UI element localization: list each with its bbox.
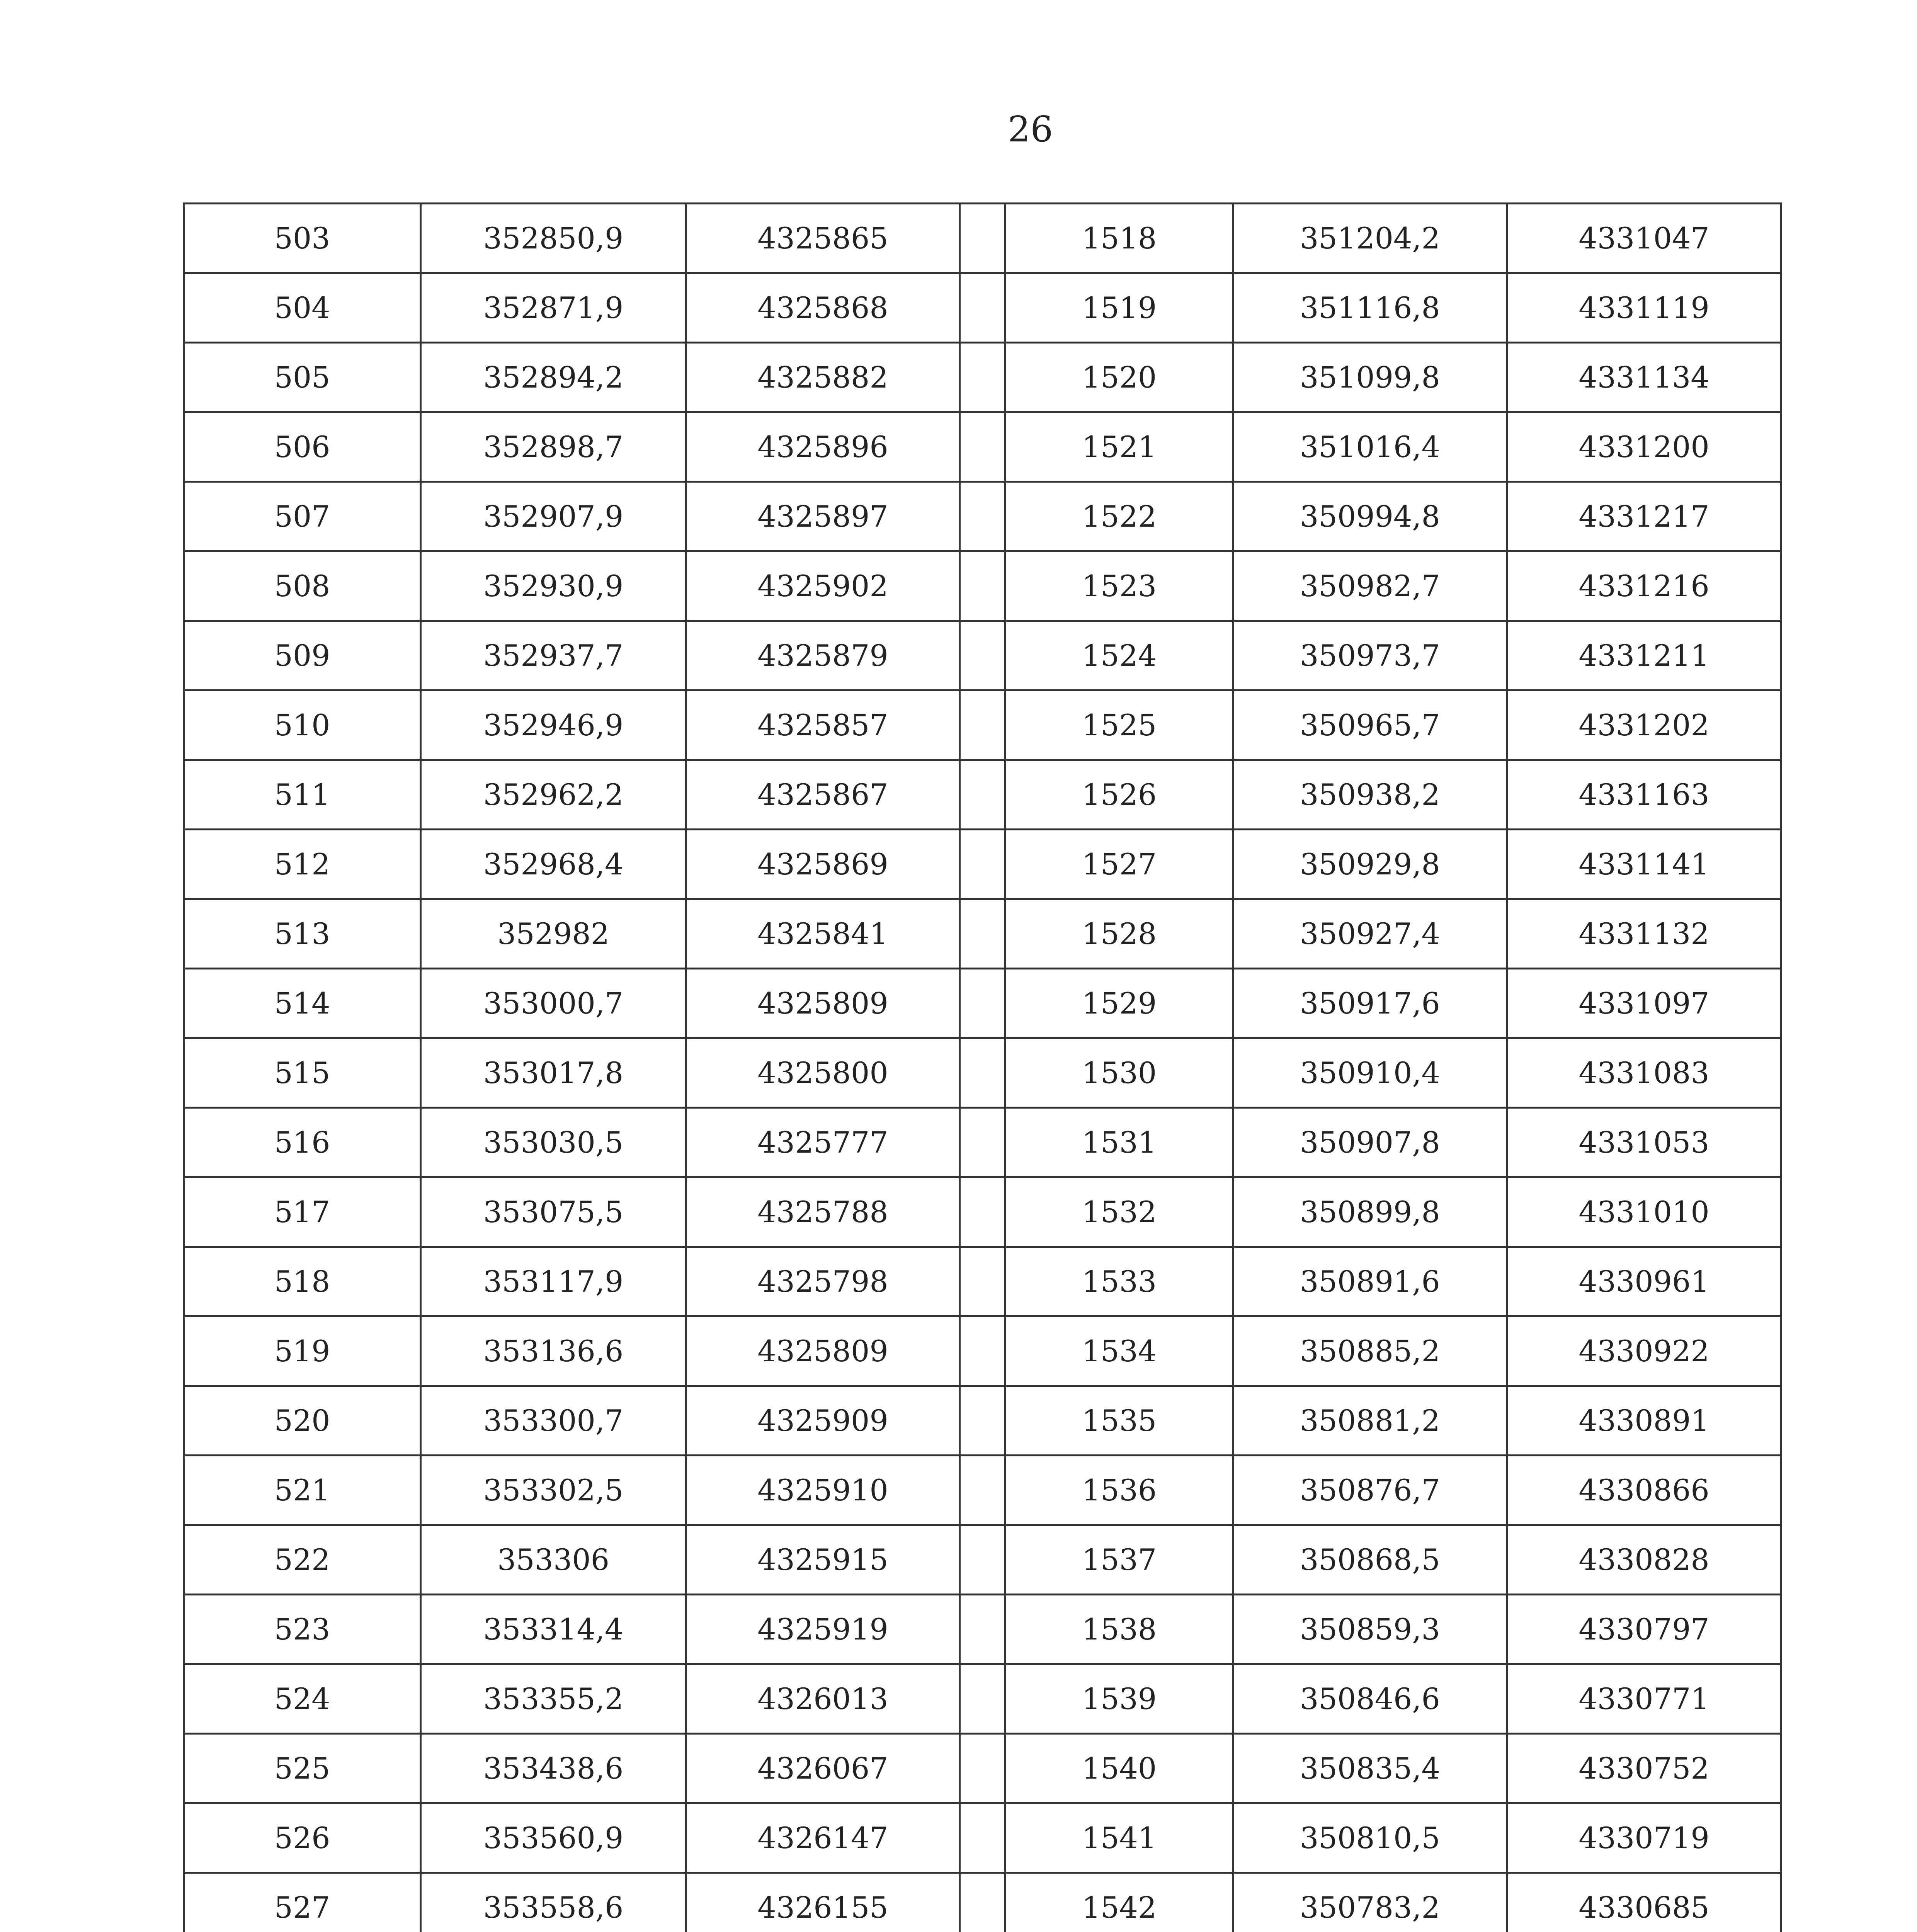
left-y-coordinate-cell: 4325897 (686, 482, 960, 551)
left-point-number-cell: 506 (184, 412, 421, 482)
right-x-coordinate-cell: 350938,2 (1233, 760, 1507, 830)
left-point-number-cell: 509 (184, 621, 421, 690)
table-row (184, 1734, 1781, 1803)
table-row (184, 1038, 1781, 1108)
left-point-number-cell: 518 (184, 1247, 421, 1316)
right-y-coordinate-cell: 4331097 (1507, 969, 1781, 1038)
right-y-coordinate-cell: 4331216 (1507, 551, 1781, 621)
table-row (184, 690, 1781, 760)
left-x-coordinate-cell: 353355,2 (421, 1664, 686, 1734)
left-point-number-cell: 508 (184, 551, 421, 621)
separator-cell (960, 1525, 1005, 1595)
right-point-number-cell: 1522 (1005, 482, 1233, 551)
right-x-coordinate-cell: 350982,7 (1233, 551, 1507, 621)
right-x-coordinate-cell: 350929,8 (1233, 830, 1507, 899)
left-point-number-cell: 521 (184, 1456, 421, 1525)
left-y-coordinate-cell: 4325809 (686, 1316, 960, 1386)
table-row (184, 1247, 1781, 1316)
right-y-coordinate-cell: 4330752 (1507, 1734, 1781, 1803)
table-row (184, 1803, 1781, 1873)
left-x-coordinate-cell: 353136,6 (421, 1316, 686, 1386)
left-x-coordinate-cell: 353302,5 (421, 1456, 686, 1525)
table-row (184, 273, 1781, 343)
right-point-number-cell: 1541 (1005, 1803, 1233, 1873)
left-point-number-cell: 504 (184, 273, 421, 343)
right-x-coordinate-cell: 350899,8 (1233, 1177, 1507, 1247)
left-point-number-cell: 523 (184, 1595, 421, 1664)
right-point-number-cell: 1536 (1005, 1456, 1233, 1525)
left-point-number-cell: 512 (184, 830, 421, 899)
right-point-number-cell: 1528 (1005, 899, 1233, 969)
separator-cell (960, 830, 1005, 899)
right-x-coordinate-cell: 350810,5 (1233, 1803, 1507, 1873)
right-x-coordinate-cell: 350881,2 (1233, 1386, 1507, 1456)
right-point-number-cell: 1542 (1005, 1873, 1233, 1932)
left-y-coordinate-cell: 4325867 (686, 760, 960, 830)
right-point-number-cell: 1535 (1005, 1386, 1233, 1456)
left-point-number-cell: 503 (184, 204, 421, 273)
right-y-coordinate-cell: 4331163 (1507, 760, 1781, 830)
right-x-coordinate-cell: 350910,4 (1233, 1038, 1507, 1108)
right-x-coordinate-cell: 350885,2 (1233, 1316, 1507, 1386)
left-point-number-cell: 516 (184, 1108, 421, 1177)
table-row (184, 1316, 1781, 1386)
left-x-coordinate-cell: 353438,6 (421, 1734, 686, 1803)
table-row (184, 1595, 1781, 1664)
coordinates-table-body (184, 204, 1781, 1932)
separator-cell (960, 760, 1005, 830)
right-y-coordinate-cell: 4331053 (1507, 1108, 1781, 1177)
separator-cell (960, 343, 1005, 412)
left-y-coordinate-cell: 4325800 (686, 1038, 960, 1108)
right-y-coordinate-cell: 4330685 (1507, 1873, 1781, 1932)
right-point-number-cell: 1523 (1005, 551, 1233, 621)
right-x-coordinate-cell: 350846,6 (1233, 1664, 1507, 1734)
separator-cell (960, 621, 1005, 690)
right-y-coordinate-cell: 4330891 (1507, 1386, 1781, 1456)
left-y-coordinate-cell: 4325882 (686, 343, 960, 412)
left-point-number-cell: 514 (184, 969, 421, 1038)
left-y-coordinate-cell: 4325777 (686, 1108, 960, 1177)
right-point-number-cell: 1527 (1005, 830, 1233, 899)
right-point-number-cell: 1525 (1005, 690, 1233, 760)
table-row (184, 551, 1781, 621)
right-y-coordinate-cell: 4331200 (1507, 412, 1781, 482)
left-point-number-cell: 527 (184, 1873, 421, 1932)
right-point-number-cell: 1529 (1005, 969, 1233, 1038)
right-y-coordinate-cell: 4330797 (1507, 1595, 1781, 1664)
right-point-number-cell: 1539 (1005, 1664, 1233, 1734)
table-row (184, 343, 1781, 412)
right-point-number-cell: 1520 (1005, 343, 1233, 412)
right-y-coordinate-cell: 4331141 (1507, 830, 1781, 899)
right-y-coordinate-cell: 4331047 (1507, 204, 1781, 273)
left-x-coordinate-cell: 352937,7 (421, 621, 686, 690)
table-row (184, 1108, 1781, 1177)
table-row (184, 482, 1781, 551)
left-x-coordinate-cell: 352962,2 (421, 760, 686, 830)
left-point-number-cell: 510 (184, 690, 421, 760)
left-y-coordinate-cell: 4326067 (686, 1734, 960, 1803)
right-point-number-cell: 1533 (1005, 1247, 1233, 1316)
left-y-coordinate-cell: 4325865 (686, 204, 960, 273)
left-y-coordinate-cell: 4325915 (686, 1525, 960, 1595)
right-x-coordinate-cell: 350835,4 (1233, 1734, 1507, 1803)
right-x-coordinate-cell: 350859,3 (1233, 1595, 1507, 1664)
right-point-number-cell: 1521 (1005, 412, 1233, 482)
left-point-number-cell: 522 (184, 1525, 421, 1595)
table-row (184, 1177, 1781, 1247)
left-point-number-cell: 519 (184, 1316, 421, 1386)
left-y-coordinate-cell: 4325857 (686, 690, 960, 760)
separator-cell (960, 412, 1005, 482)
right-point-number-cell: 1530 (1005, 1038, 1233, 1108)
right-y-coordinate-cell: 4331134 (1507, 343, 1781, 412)
page-number-text: 26 (1008, 109, 1053, 150)
right-y-coordinate-cell: 4331202 (1507, 690, 1781, 760)
right-point-number-cell: 1531 (1005, 1108, 1233, 1177)
left-y-coordinate-cell: 4325868 (686, 273, 960, 343)
left-y-coordinate-cell: 4325809 (686, 969, 960, 1038)
left-y-coordinate-cell: 4325879 (686, 621, 960, 690)
right-x-coordinate-cell: 350891,6 (1233, 1247, 1507, 1316)
left-point-number-cell: 524 (184, 1664, 421, 1734)
right-x-coordinate-cell: 350973,7 (1233, 621, 1507, 690)
right-x-coordinate-cell: 350876,7 (1233, 1456, 1507, 1525)
right-y-coordinate-cell: 4331211 (1507, 621, 1781, 690)
left-x-coordinate-cell: 353000,7 (421, 969, 686, 1038)
separator-cell (960, 1803, 1005, 1873)
right-point-number-cell: 1537 (1005, 1525, 1233, 1595)
right-y-coordinate-cell: 4331132 (1507, 899, 1781, 969)
left-y-coordinate-cell: 4325896 (686, 412, 960, 482)
separator-cell (960, 1108, 1005, 1177)
left-point-number-cell: 505 (184, 343, 421, 412)
left-y-coordinate-cell: 4325919 (686, 1595, 960, 1664)
left-x-coordinate-cell: 353558,6 (421, 1873, 686, 1932)
left-x-coordinate-cell: 352898,7 (421, 412, 686, 482)
table-row (184, 760, 1781, 830)
separator-cell (960, 273, 1005, 343)
right-y-coordinate-cell: 4331010 (1507, 1177, 1781, 1247)
separator-cell (960, 969, 1005, 1038)
right-x-coordinate-cell: 351204,2 (1233, 204, 1507, 273)
right-point-number-cell: 1518 (1005, 204, 1233, 273)
right-y-coordinate-cell: 4331119 (1507, 273, 1781, 343)
right-x-coordinate-cell: 350917,6 (1233, 969, 1507, 1038)
table-row (184, 969, 1781, 1038)
table-row (184, 1456, 1781, 1525)
separator-cell (960, 1664, 1005, 1734)
right-y-coordinate-cell: 4330866 (1507, 1456, 1781, 1525)
right-point-number-cell: 1540 (1005, 1734, 1233, 1803)
left-point-number-cell: 520 (184, 1386, 421, 1456)
left-point-number-cell: 513 (184, 899, 421, 969)
right-point-number-cell: 1524 (1005, 621, 1233, 690)
table-row (184, 1664, 1781, 1734)
right-y-coordinate-cell: 4330719 (1507, 1803, 1781, 1873)
separator-cell (960, 551, 1005, 621)
left-x-coordinate-cell: 353117,9 (421, 1247, 686, 1316)
right-x-coordinate-cell: 350994,8 (1233, 482, 1507, 551)
right-y-coordinate-cell: 4330771 (1507, 1664, 1781, 1734)
left-y-coordinate-cell: 4325869 (686, 830, 960, 899)
left-point-number-cell: 525 (184, 1734, 421, 1803)
separator-cell (960, 690, 1005, 760)
right-x-coordinate-cell: 350868,5 (1233, 1525, 1507, 1595)
left-y-coordinate-cell: 4325910 (686, 1456, 960, 1525)
right-x-coordinate-cell: 351116,8 (1233, 273, 1507, 343)
table-row (184, 621, 1781, 690)
right-x-coordinate-cell: 351099,8 (1233, 343, 1507, 412)
left-y-coordinate-cell: 4326155 (686, 1873, 960, 1932)
left-x-coordinate-cell: 353030,5 (421, 1108, 686, 1177)
left-y-coordinate-cell: 4325788 (686, 1177, 960, 1247)
left-x-coordinate-cell: 353017,8 (421, 1038, 686, 1108)
left-x-coordinate-cell: 353560,9 (421, 1803, 686, 1873)
table-row (184, 1525, 1781, 1595)
separator-cell (960, 1595, 1005, 1664)
separator-cell (960, 204, 1005, 273)
left-y-coordinate-cell: 4325798 (686, 1247, 960, 1316)
left-point-number-cell: 515 (184, 1038, 421, 1108)
table-row (184, 1873, 1781, 1932)
separator-cell (960, 1873, 1005, 1932)
separator-cell (960, 1734, 1005, 1803)
coordinates-table (183, 202, 1782, 1932)
right-x-coordinate-cell: 350965,7 (1233, 690, 1507, 760)
separator-cell (960, 1316, 1005, 1386)
separator-cell (960, 1177, 1005, 1247)
right-x-coordinate-cell: 351016,4 (1233, 412, 1507, 482)
right-y-coordinate-cell: 4331217 (1507, 482, 1781, 551)
table-row (184, 830, 1781, 899)
separator-cell (960, 482, 1005, 551)
separator-cell (960, 1456, 1005, 1525)
left-x-coordinate-cell: 353314,4 (421, 1595, 686, 1664)
right-x-coordinate-cell: 350783,2 (1233, 1873, 1507, 1932)
left-x-coordinate-cell: 352871,9 (421, 273, 686, 343)
right-x-coordinate-cell: 350927,4 (1233, 899, 1507, 969)
left-y-coordinate-cell: 4326147 (686, 1803, 960, 1873)
left-point-number-cell: 507 (184, 482, 421, 551)
left-y-coordinate-cell: 4325841 (686, 899, 960, 969)
left-y-coordinate-cell: 4325902 (686, 551, 960, 621)
right-point-number-cell: 1532 (1005, 1177, 1233, 1247)
separator-cell (960, 1038, 1005, 1108)
right-y-coordinate-cell: 4330961 (1507, 1247, 1781, 1316)
table-row (184, 899, 1781, 969)
right-point-number-cell: 1534 (1005, 1316, 1233, 1386)
left-point-number-cell: 526 (184, 1803, 421, 1873)
left-x-coordinate-cell: 352930,9 (421, 551, 686, 621)
right-y-coordinate-cell: 4331083 (1507, 1038, 1781, 1108)
separator-cell (960, 1386, 1005, 1456)
left-y-coordinate-cell: 4326013 (686, 1664, 960, 1734)
right-y-coordinate-cell: 4330922 (1507, 1316, 1781, 1386)
table-row (184, 204, 1781, 273)
left-point-number-cell: 511 (184, 760, 421, 830)
right-point-number-cell: 1519 (1005, 273, 1233, 343)
table-row (184, 412, 1781, 482)
left-x-coordinate-cell: 353306 (421, 1525, 686, 1595)
right-x-coordinate-cell: 350907,8 (1233, 1108, 1507, 1177)
left-x-coordinate-cell: 353075,5 (421, 1177, 686, 1247)
left-point-number-cell: 517 (184, 1177, 421, 1247)
left-x-coordinate-cell: 352982 (421, 899, 686, 969)
left-y-coordinate-cell: 4325909 (686, 1386, 960, 1456)
left-x-coordinate-cell: 352894,2 (421, 343, 686, 412)
right-y-coordinate-cell: 4330828 (1507, 1525, 1781, 1595)
left-x-coordinate-cell: 352850,9 (421, 204, 686, 273)
left-x-coordinate-cell: 352907,9 (421, 482, 686, 551)
separator-cell (960, 899, 1005, 969)
left-x-coordinate-cell: 353300,7 (421, 1386, 686, 1456)
right-point-number-cell: 1538 (1005, 1595, 1233, 1664)
left-x-coordinate-cell: 352946,9 (421, 690, 686, 760)
left-x-coordinate-cell: 352968,4 (421, 830, 686, 899)
right-point-number-cell: 1526 (1005, 760, 1233, 830)
separator-cell (960, 1247, 1005, 1316)
table-row (184, 1386, 1781, 1456)
